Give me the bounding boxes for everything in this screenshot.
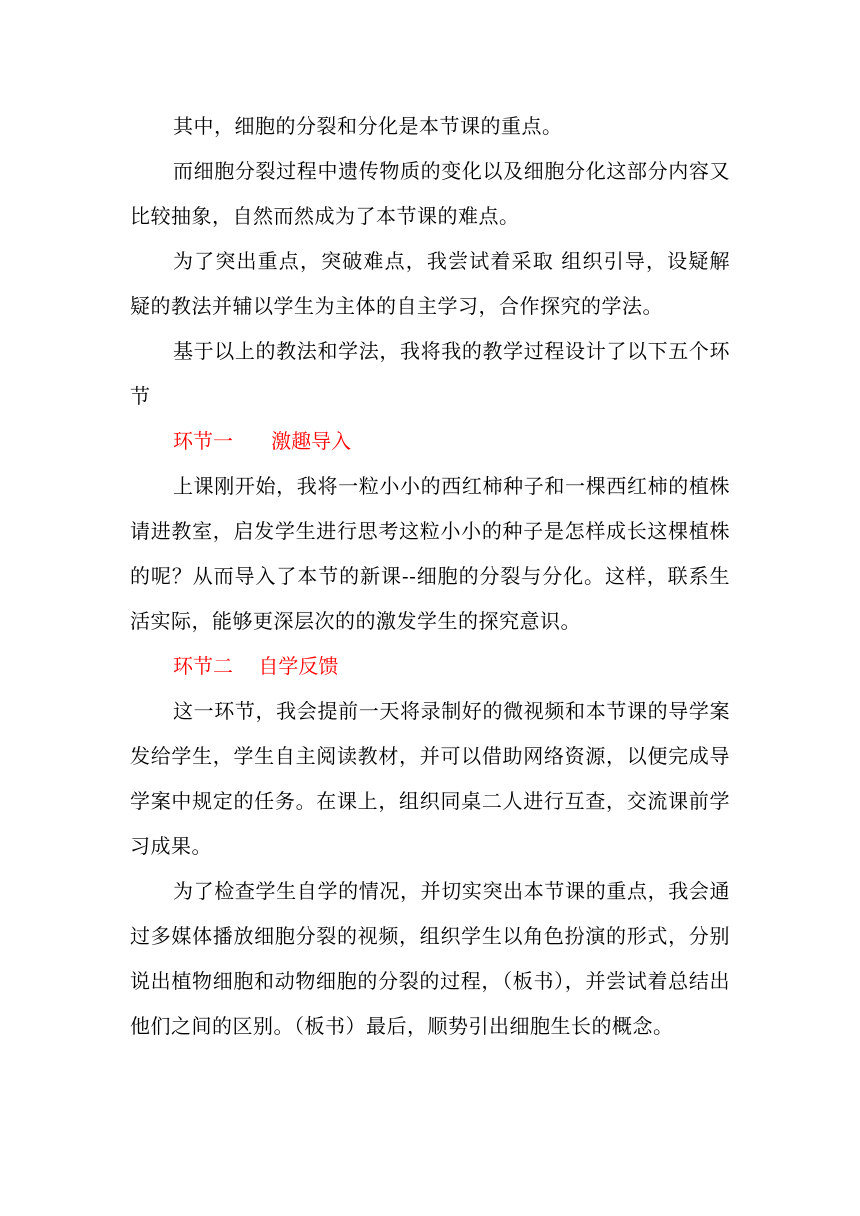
paragraph-key-points: 其中，细胞的分裂和分化是本节课的重点。 [173, 114, 563, 138]
section-heading-2: 环节二 自学反馈 [173, 654, 339, 678]
paragraph-section-1: 上课刚开始，我将一粒小小的西红柿种子和一棵西红柿的植株请进教室，启发学生进行思考这粒小小的种子是怎样成长这棵植株的呢？从而导入了本节的新课--细胞的分裂与分化。这样，联系生活实际，能够更深层次的的激发学生的探究意识。 [130, 474, 730, 633]
paragraph-process-intro: 基于以上的教法和学法，我将我的教学过程设计了以下五个环节 [130, 339, 730, 408]
paragraph-teaching-methods: 为了突出重点，突破难点，我尝试着采取 组织引导，设疑解疑的教法并辅以学生为主体的自主学习，合作探究的学法。 [130, 249, 730, 318]
section-heading-1: 环节一 激趣导入 [173, 429, 352, 453]
paragraph-section-2: 这一环节，我会提前一天将录制好的微视频和本节课的导学案发给学生，学生自主阅读教材，并可以借助网络资源，以便完成导学案中规定的任务。在课上，组织同桌二人进行互查，交流课前学习成果。 [130, 699, 730, 858]
paragraph-difficult-points: 而细胞分裂过程中遗传物质的变化以及细胞分化这部分内容又比较抽象，自然而然成为了本节课的难点。 [130, 159, 730, 228]
paragraph-self-study-check: 为了检查学生自学的情况，并切实突出本节课的重点，我会通过多媒体播放细胞分裂的视频，组织学生以角色扮演的形式，分别说出植物细胞和动物细胞的分裂的过程，（板书），并尝试着总结出他们之间的区别。（板书）最后，顺势引出细胞生长的概念。 [130, 879, 730, 1038]
